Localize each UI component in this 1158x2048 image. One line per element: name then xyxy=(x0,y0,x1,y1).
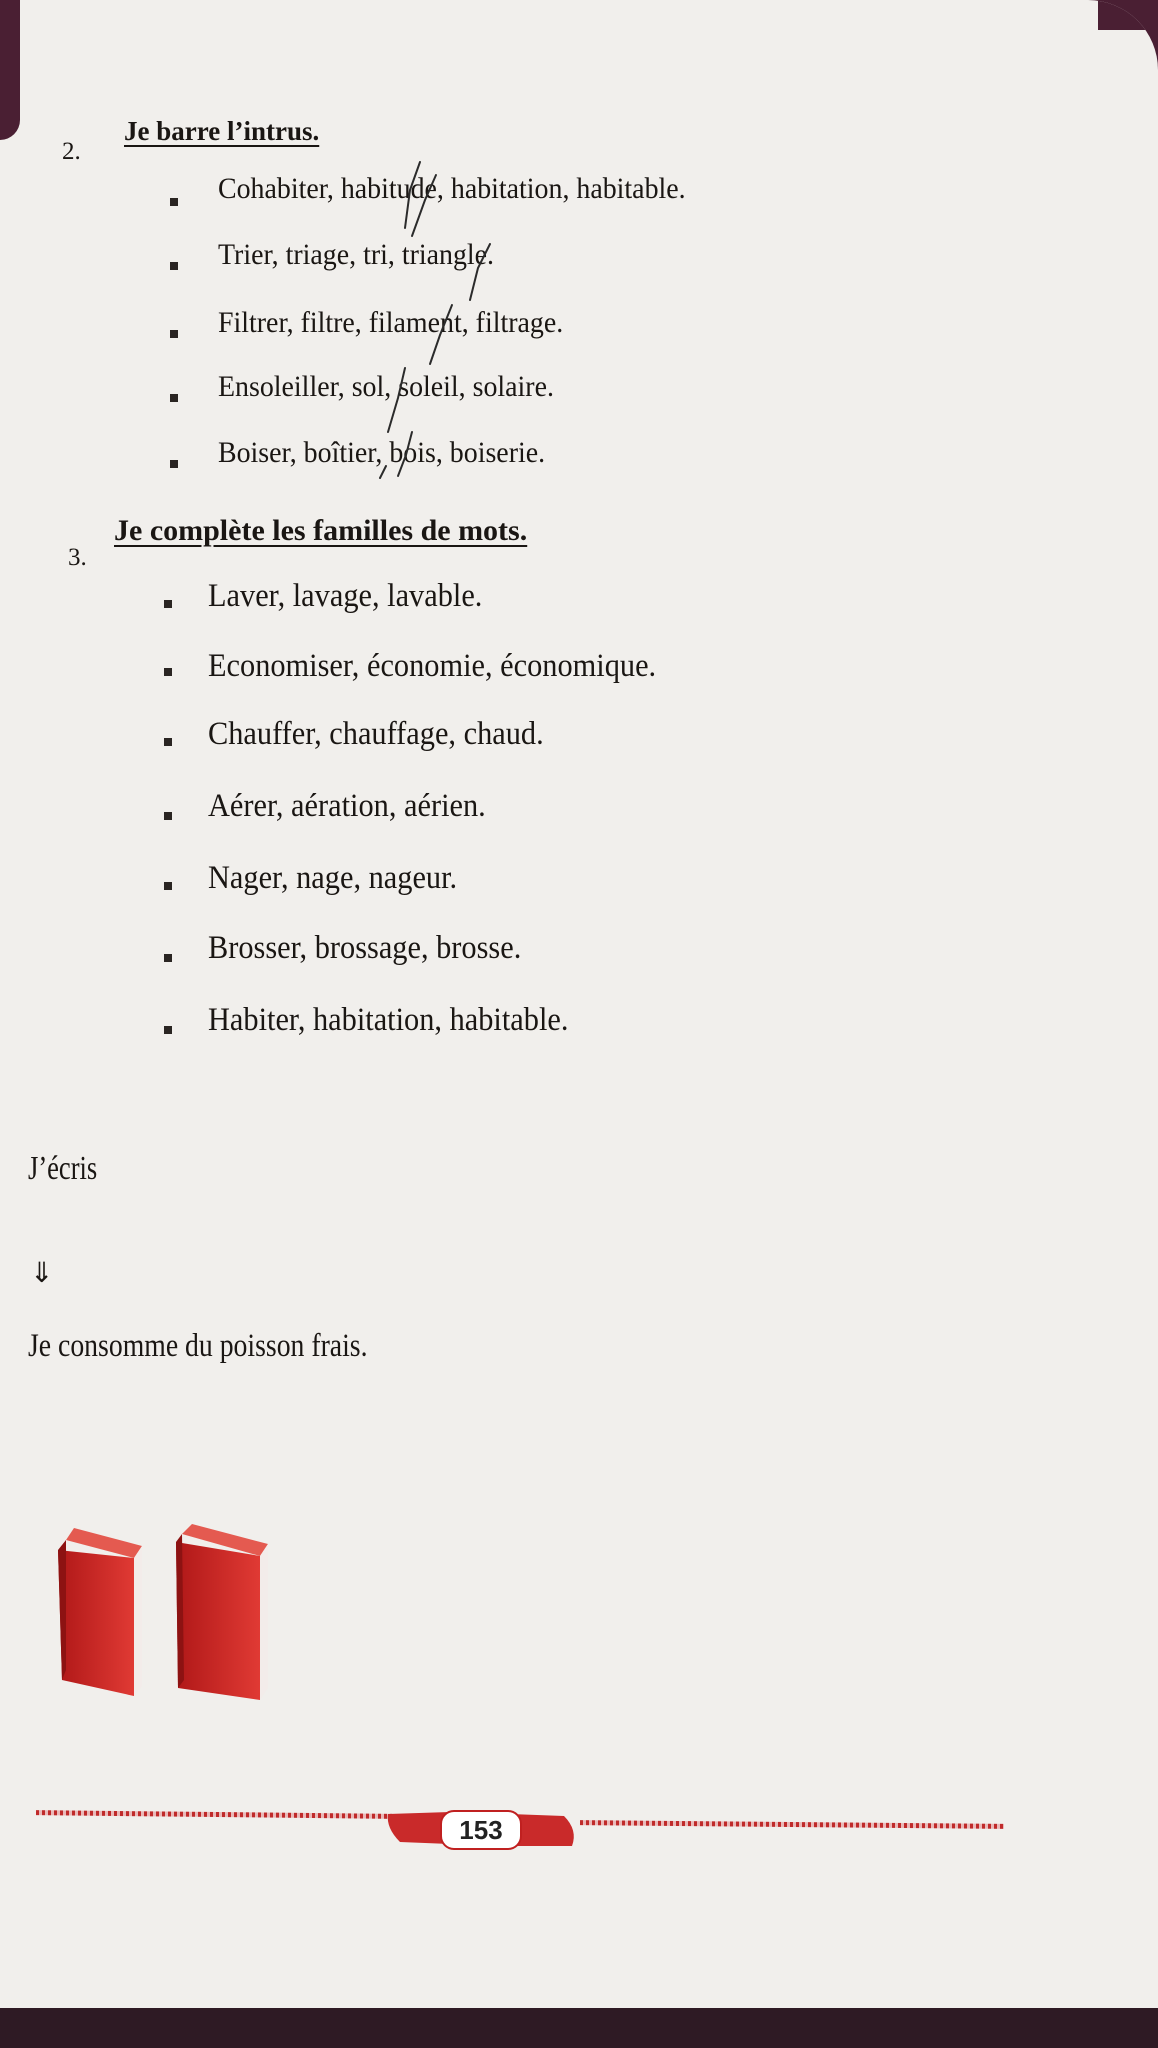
page-edge-left xyxy=(0,0,20,140)
exercise-3-title: Je complète les familles de mots. xyxy=(114,514,528,547)
list-item: Nager, nage, nageur. xyxy=(208,860,458,896)
list-item: Trier, triage, tri, triangle. xyxy=(218,238,495,271)
list-item: Filtrer, filtre, filament, filtrage. xyxy=(218,306,564,339)
page-number: 153 xyxy=(440,1810,522,1850)
list-item: Chauffer, chauffage, chaud. xyxy=(208,716,544,752)
page-edge-right xyxy=(1098,0,1158,30)
list-item: Boiser, boîtier, bois, boiserie. xyxy=(218,436,546,469)
exercise-2-title: Je barre l’intrus. xyxy=(124,116,320,146)
down-arrow-icon: ⇓ xyxy=(30,1258,54,1289)
list-item: Brosser, brossage, brosse. xyxy=(208,930,522,966)
exercise-2-number: 2. xyxy=(62,138,81,165)
ecris-heading: J’écris xyxy=(28,1150,98,1187)
list-item: Cohabiter, habitude, habitation, habitable. xyxy=(218,172,686,205)
bullet-icon xyxy=(164,600,172,608)
bullet-icon xyxy=(164,668,172,676)
bullet-icon xyxy=(164,1026,172,1034)
footer-divider-right xyxy=(580,1820,1004,1829)
checkmark-icon xyxy=(0,0,1158,520)
bullet-icon xyxy=(164,738,172,746)
bullet-icon xyxy=(164,882,172,890)
bullet-icon xyxy=(164,954,172,962)
list-item: Aérer, aération, aérien. xyxy=(208,788,486,824)
list-item: Habiter, habitation, habitable. xyxy=(208,1002,569,1038)
ecris-sentence: Je consomme du poisson frais. xyxy=(28,1328,368,1364)
list-item: Ensoleiller, sol, soleil, solaire. xyxy=(218,370,554,403)
list-item: Economiser, économie, économique. xyxy=(208,648,657,684)
exercise-3-number: 3. xyxy=(68,544,87,571)
bullet-icon xyxy=(164,812,172,820)
footer-divider-left xyxy=(36,1810,392,1819)
books-icon xyxy=(54,1520,274,1710)
list-item: Laver, lavage, lavable. xyxy=(208,578,483,614)
background-band xyxy=(0,2008,1158,2048)
